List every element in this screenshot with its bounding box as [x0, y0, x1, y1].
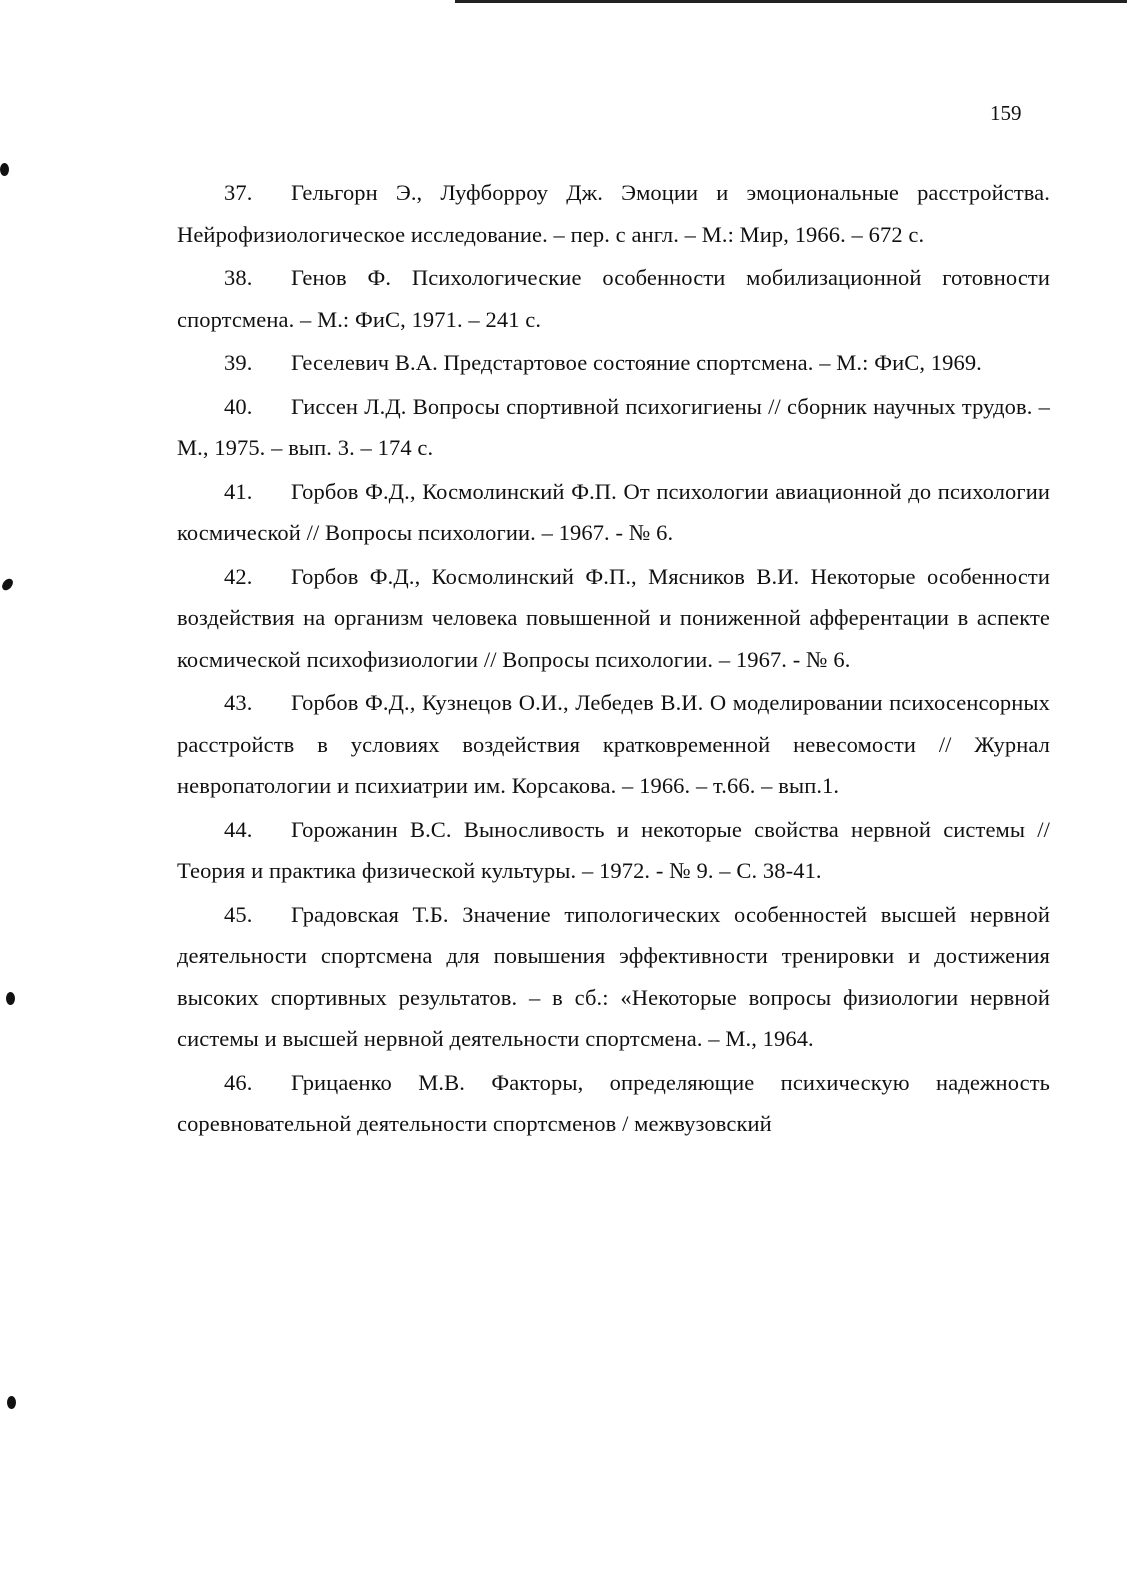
margin-punch-mark [0, 577, 15, 593]
reference-list [177, 172, 1050, 1147]
reference-text: Горбов Ф.Д., Космолинский Ф.П., Мясников В.И. Некоторые особенности воздействия на организм человека повышенной и пониженной афферентации в аспекте космической психофизиологии // Вопросы психологии. – 1967. - № 6. [177, 563, 1050, 672]
reference-text: Генов Ф. Психологические особенности мобилизационной готовности спортсмена. – М.: ФиС, 1971. – 241 с. [177, 265, 1050, 332]
reference-item [177, 894, 1050, 1060]
reference-item [177, 471, 1050, 554]
reference-item [177, 1062, 1050, 1145]
reference-number: 38. [224, 265, 253, 290]
reference-text: Горбов Ф.Д., Кузнецов О.И., Лебедев В.И. О моделировании психосенсорных расстройств в условиях воздействия кратковременной невесомости // Журнал невропатологии и психиатрии им. Корсакова. – 1966. – т.66. – вып.1. [177, 690, 1050, 798]
reference-number: 46. [224, 1069, 253, 1095]
reference-number: 44. [224, 816, 253, 842]
reference-text: Гиссен Л.Д. Вопросы спортивной психогигиены // сборник научных трудов. – М., 1975. – вып. 3. – 174 с. [177, 393, 1050, 460]
reference-number: 43. [224, 690, 253, 715]
reference-number: 40. [224, 393, 253, 419]
page-number: 159 [990, 101, 1022, 125]
margin-punch-mark [6, 992, 15, 1005]
reference-number: 39. [224, 350, 253, 375]
reference-item [177, 809, 1050, 892]
reference-number: 41. [224, 478, 253, 504]
reference-text: Градовская Т.Б. Значение типологических особенностей высшей нервной деятельности спортсмена для повышения эффективности тренировки и достижения высоких спортивных результатов. – в сб.: «Некоторые вопросы физиологии нервной системы и высшей нервной деятельности спортсмена. – М., 1964. [177, 901, 1050, 1051]
reference-item [177, 556, 1050, 681]
reference-text: Геселевич В.А. Предстартовое состояние спортсмена. – М.: ФиС, 1969. [291, 350, 982, 375]
reference-item [177, 172, 1050, 255]
margin-punch-mark [0, 163, 9, 176]
margin-punch-mark [7, 1396, 16, 1409]
reference-number: 45. [224, 901, 253, 927]
reference-text: Грицаенко М.В. Факторы, определяющие психическую надежность соревновательной деятельности спортсменов / межвузовский [177, 1069, 1050, 1136]
reference-item [177, 386, 1050, 469]
reference-text: Горожанин В.С. Выносливость и некоторые свойства нервной системы // Теория и практика физической культуры. – 1972. - № 9. – С. 38-41. [177, 816, 1050, 883]
reference-text: Гельгорн Э., Луфборроу Дж. Эмоции и эмоциональные расстройства. Нейрофизиологическое исследование. – пер. с англ. – М.: Мир, 1966. – 672 с. [177, 180, 1050, 247]
reference-number: 37. [224, 180, 253, 205]
reference-text: Горбов Ф.Д., Космолинский Ф.П. От психологии авиационной до психологии космической // Вопросы психологии. – 1967. - № 6. [177, 478, 1050, 545]
reference-item [177, 342, 1050, 384]
top-border-line [455, 0, 1127, 3]
reference-item [177, 682, 1050, 807]
reference-item [177, 257, 1050, 340]
reference-number: 42. [224, 563, 253, 589]
